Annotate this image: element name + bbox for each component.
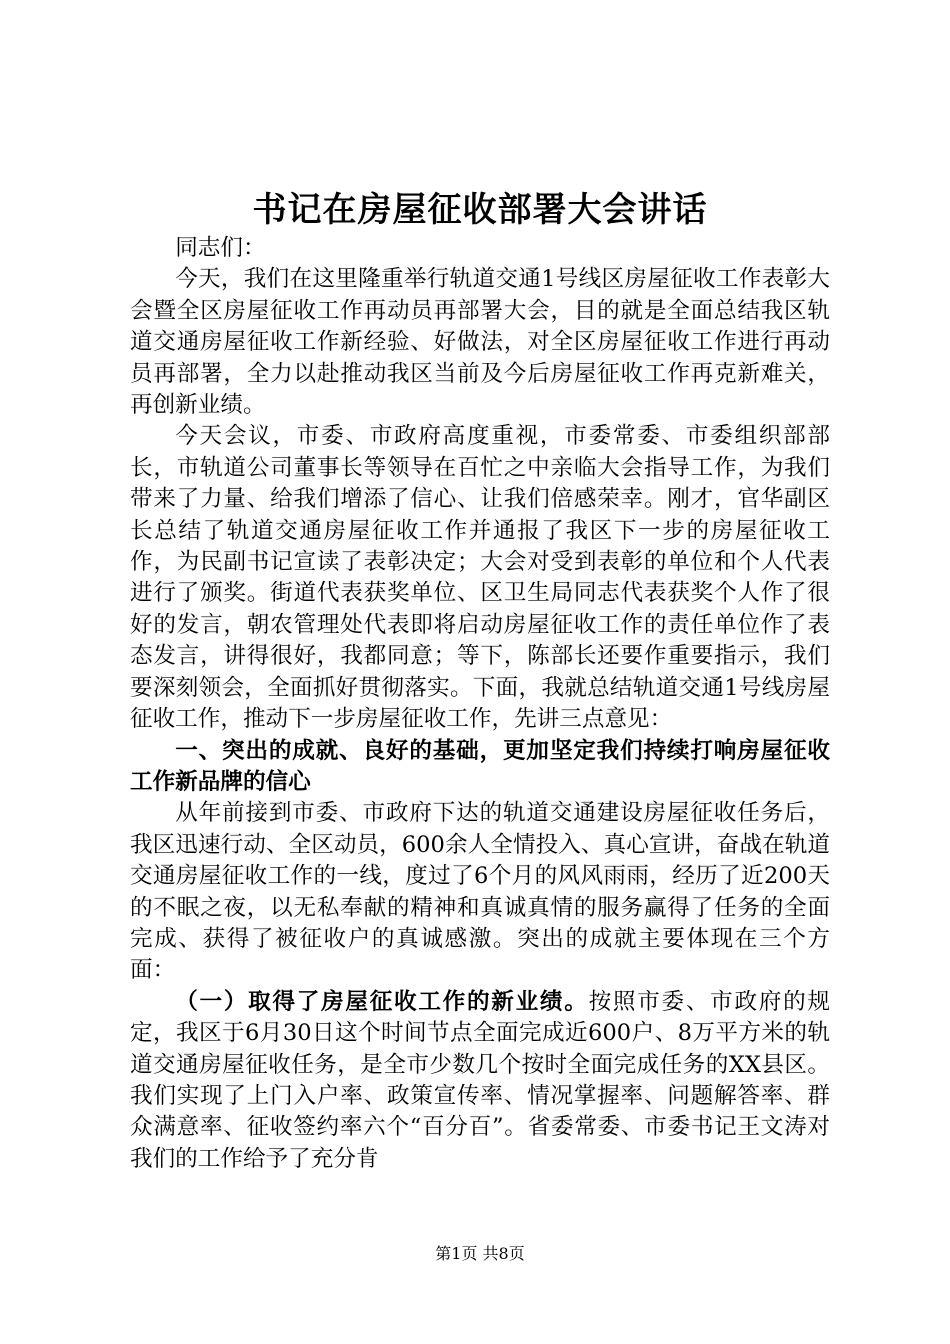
document-page xyxy=(130,0,830,1344)
salutation: 同志们： xyxy=(175,235,266,261)
paragraph-4 xyxy=(130,987,830,1175)
page-footer: 第1页 共8页 xyxy=(435,1244,525,1263)
paragraph-2: 今天会议，市委、市政府高度重视，市委常委、市委组织部部长，市轨道公司董事长等领导在百忙之中亲临大会指导工作，为我们带来了力量、给我们增添了信心、让我们倍感荣幸。刚才，官华副区长总结了轨道交通房屋征收工作并通报了我区下一步的房屋征收工作，为民副书记宣读了表彰决定；大会对受到表彰的单位和个人代表进行了颁奖。街道代表获奖单位、区卫生局同志代表获奖个人作了很好的发言，朝农管理处代表即将启动房屋征收工作的责任单位作了表态发言，讲得很好，我都同意；等下，陈部长还要作重要指示，我们要深刻领会，全面抓好贯彻落实。下面，我就总结轨道交通1号线房屋征收工作，推动下一步房屋征收工作，先讲三点意见： xyxy=(130,423,830,733)
paragraph-3: 从年前接到市委、市政府下达的轨道交通建设房屋征收任务后，我区迅速行动、全区动员，600余人全情投入、真心宣讲，奋战在轨道交通房屋征收工作的一线，度过了6个月的风风雨雨，经历了近200天的不眠之夜，以无私奉献的精神和真诚真情的服务赢得了任务的全面完成、获得了被征收户的真诚感激。突出的成就主要体现在三个方面： xyxy=(130,800,830,984)
subheading-1: （一）取得了房屋征收工作的新业绩。 xyxy=(175,988,589,1015)
paragraph-1: 今天，我们在这里隆重举行轨道交通1号线区房屋征收工作表彰大会暨全区房屋征收工作再动员再部署大会，目的就是全面总结我区轨道交通房屋征收工作新经验、好做法，对全区房屋征收工作进行再动员再部署，全力以赴推动我区当前及今后房屋征收工作再克新难关，再创新业绩。 xyxy=(130,266,830,419)
section-heading-1: 一、突出的成就、良好的基础，更加坚定我们持续打响房屋征收工作新品牌的信心 xyxy=(130,737,830,795)
document-body xyxy=(130,233,830,1175)
paragraph-4-text: 按照市委、市政府的规定，我区于6月30日这个时间节点全面完成近600户、8万平方米的轨道交通房屋征收任务，是全市少数几个按时全面完成任务的XX县区。我们实现了上门入户率、政策宣传率、情况掌握率、问题解答率、群众满意率、征收签约率六个“百分百”。省委常委、市委书记王文涛对我们的工作给予了充分肯 xyxy=(130,988,831,1172)
document-title: 书记在房屋征收部署大会讲话 xyxy=(252,190,708,230)
